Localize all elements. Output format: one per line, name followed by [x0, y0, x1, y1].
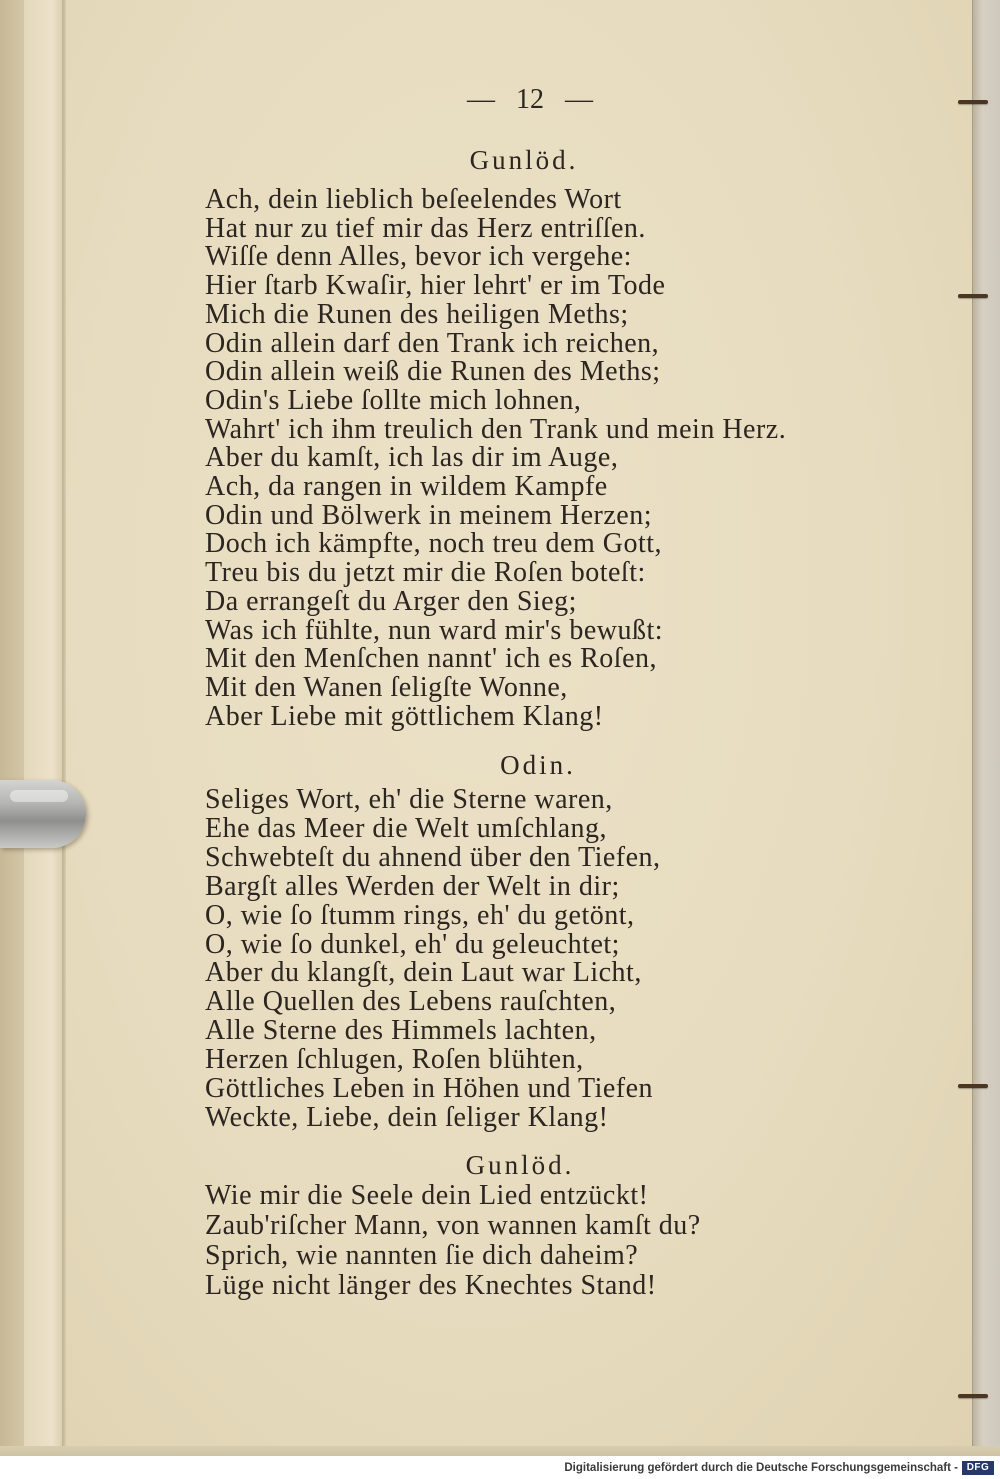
verse-line: Wie mir die Seele dein Lied entzückt!: [205, 1180, 649, 1211]
verse-line: Hat nur zu tief mir das Herz entriſſen.: [205, 212, 646, 244]
verse-line: O, wie ſo dunkel, eh' du geleuchtet;: [205, 928, 620, 960]
verse-line: Alle Quellen des Lebens rauſchten,: [205, 986, 617, 1018]
verse-line: Sprich, wie nannten ſie dich daheim?: [205, 1240, 639, 1271]
verse-line: O, wie ſo ſtumm rings, eh' du getönt,: [205, 899, 635, 931]
verse-line: Hier ſtarb Kwaſir, hier lehrt' er im Tode: [205, 270, 666, 302]
verse-line: Bargſt alles Werden der Welt in dir;: [205, 870, 620, 902]
verse-block: [205, 1181, 701, 1301]
verse-line: Aber du kamſt, ich las dir im Auge,: [205, 442, 619, 474]
verse-line: Herzen ſchlugen, Roſen blühten,: [205, 1044, 584, 1076]
footer-credit-text: Digitalisierung gefördert durch die Deutsche Forschungsgemeinschaft -: [564, 1462, 958, 1474]
verse-line: Alle Sterne des Himmels lachten,: [205, 1015, 597, 1047]
verse-line: Ach, da rangen in wildem Kampfe: [205, 471, 608, 503]
verse-line: Aber du klangſt, dein Laut war Licht,: [205, 957, 642, 989]
adjacent-page-edge: [972, 0, 1000, 1456]
verse-line: Odin allein darf den Trank ich reichen,: [205, 327, 660, 359]
book-gutter: [0, 0, 24, 1456]
verse-line: Mit den Menſchen nannt' ich es Roſen,: [205, 643, 658, 675]
verse-block: [205, 786, 661, 1133]
verse-line: Ach, dein lieblich beſeelendes Wort: [205, 184, 622, 215]
verse-line: Aber Liebe mit göttlichem Klang!: [205, 700, 604, 732]
verse-line: Da errangeſt du Arger den Sieg;: [205, 585, 577, 617]
verse-line: Lüge nicht länger des Knechtes Stand!: [205, 1270, 657, 1301]
speaker-heading: Gunlöd.: [465, 1150, 575, 1180]
binding-stitch: [958, 1084, 988, 1088]
binding-stitch: [958, 294, 988, 298]
digitization-footer: [0, 1456, 1000, 1479]
verse-block: [205, 186, 786, 731]
speaker-heading: Gunlöd.: [469, 145, 579, 175]
verse-line: Wiſſe denn Alles, bevor ich vergehe:: [205, 241, 632, 273]
verse-line: Wahrt' ich ihm treulich den Trank und mein Herz.: [205, 413, 787, 445]
verse-line: Odin allein weiß die Runen des Meths;: [205, 356, 661, 388]
verse-line: Treu bis du jetzt mir die Roſen boteſt:: [205, 557, 646, 589]
page-number: — 12 —: [467, 84, 593, 115]
verse-line: Weckte, Liebe, dein ſeliger Klang!: [205, 1101, 609, 1133]
page-bottom-edge: [0, 1446, 1000, 1456]
page-margin-left: [24, 0, 64, 1456]
verse-line: Schwebteſt du ahnend über den Tiefen,: [205, 841, 661, 873]
binding-stitch: [958, 1394, 988, 1398]
speaker-heading: Odin.: [500, 750, 576, 780]
verse-line: Mit den Wanen ſeligſte Wonne,: [205, 671, 568, 703]
verse-line: Doch ich kämpfte, noch treu dem Gott,: [205, 528, 663, 560]
verse-line: Seliges Wort, eh' die Sterne waren,: [205, 784, 613, 815]
verse-line: Ehe das Meer die Welt umſchlang,: [205, 812, 607, 844]
verse-line: Göttliches Leben in Höhen und Tiefen: [205, 1073, 654, 1105]
clip-highlight: [10, 790, 68, 802]
bookmark-clip: [0, 780, 86, 848]
dfg-logo: DFG: [962, 1461, 994, 1475]
verse-line: Zaub'riſcher Mann, von wannen kamſt du?: [205, 1210, 701, 1241]
verse-line: Mich die Runen des heiligen Meths;: [205, 298, 629, 330]
verse-line: Odin und Bölwerk in meinem Herzen;: [205, 499, 653, 531]
verse-line: Odin's Liebe ſollte mich lohnen,: [205, 384, 582, 416]
binding-stitch: [958, 100, 988, 104]
verse-line: Was ich fühlte, nun ward mir's bewußt:: [205, 614, 664, 646]
